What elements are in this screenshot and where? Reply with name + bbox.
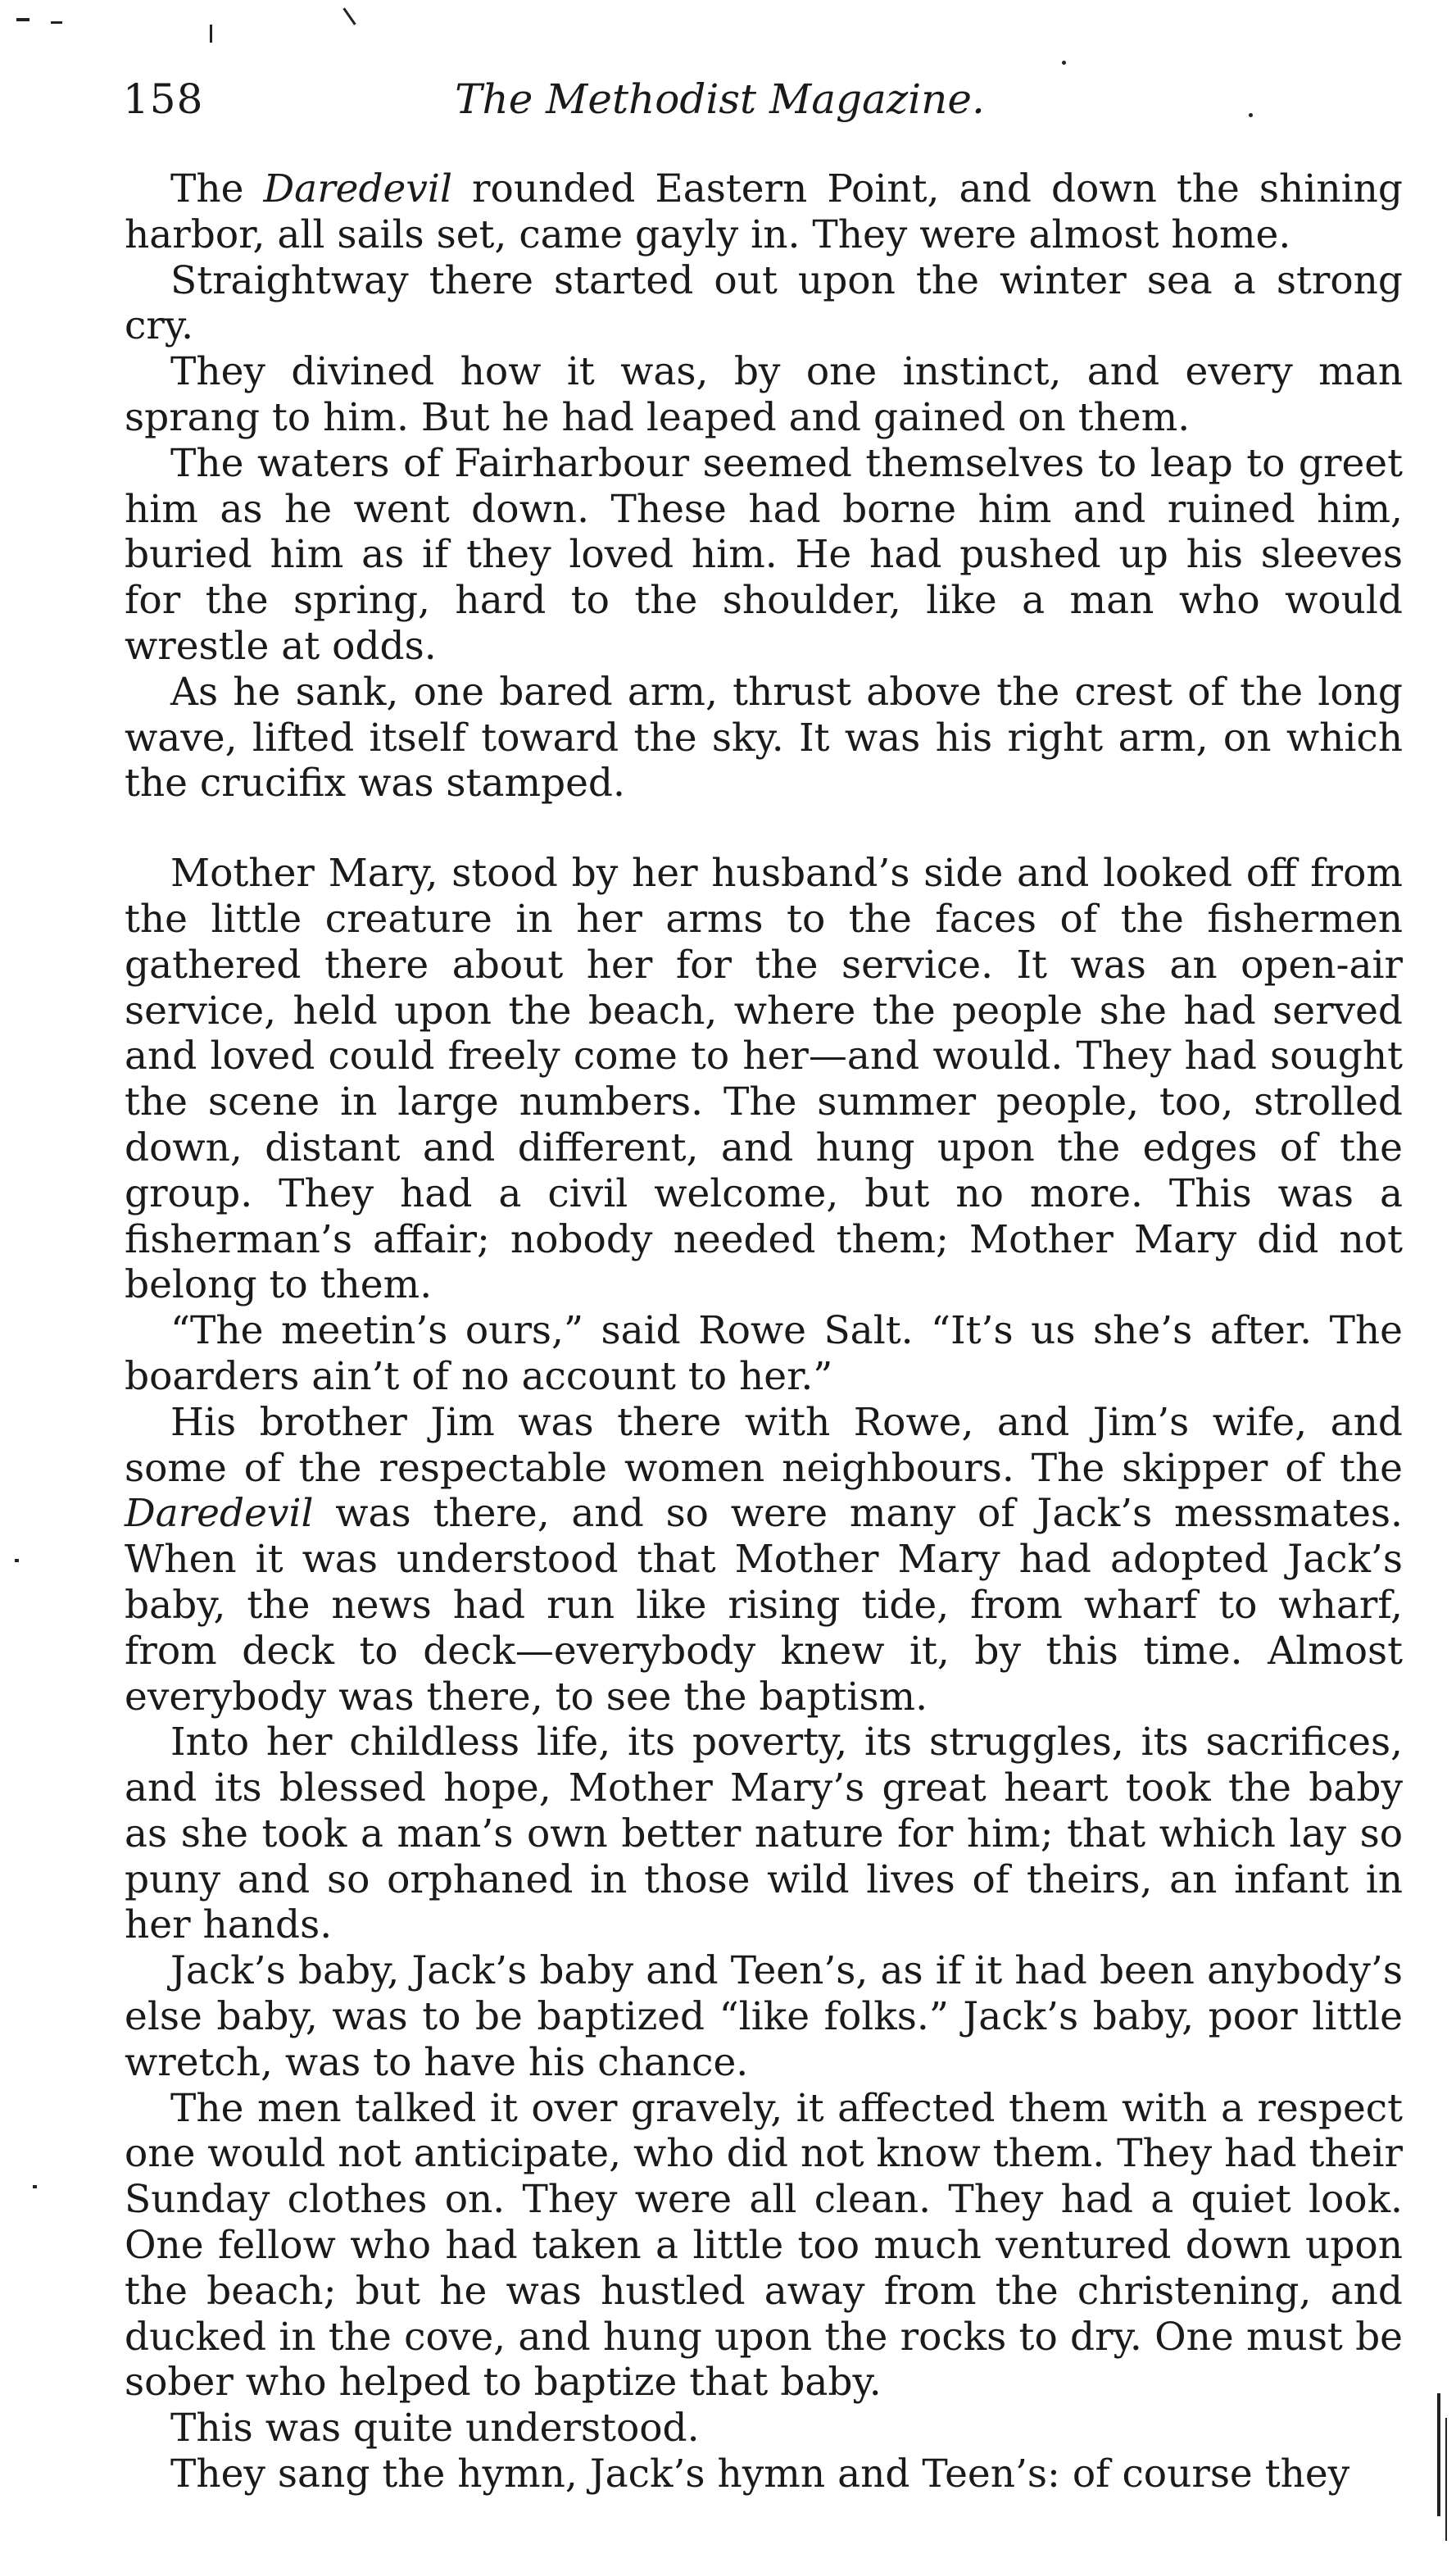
paragraph: Into her childless life, its poverty, its struggles, its sacrifices, and its blessed hope, Mother Mary’s great heart took the baby as she took a man’s own better nature for him; that which lay so puny and so orphaned in those wild lives of theirs, an infant in her hands.: [125, 1720, 1403, 1948]
paragraph: The waters of Fairharbour seemed themselves to leap to greet him as he went down. These had borne him and ruined him, buried him as if they loved him. He had pushed up his sleeves for the spring, hard to the shoulder, like a man who would wrestle at odds.: [125, 440, 1403, 669]
scan-mark: [15, 1559, 19, 1562]
scan-mark: [33, 2185, 37, 2188]
paragraph: His brother Jim was there with Rowe, and Jim’s wife, and some of the respectable women neighbours. The skipper of the Daredevil was there, and so were many of Jack’s messmates. When it was understood that Mother Mary had adopted Jack’s baby, the news had run like rising tide, from wharf to wharf, from deck to deck—everybody knew it, by this time. Almost everybody was there, to see the baptism.: [125, 1399, 1403, 1720]
paragraph: Jack’s baby, Jack’s baby and Teen’s, as if it had been anybody’s else baby, was to be baptized “like folks.” Jack’s baby, poor little wretch, was to have his chance.: [125, 1948, 1403, 2085]
paragraph: “The meetin’s ours,” said Rowe Salt. “It’s us she’s after. The boarders ain’t of no account to her.”: [125, 1308, 1403, 1399]
paragraph: The Daredevil rounded Eastern Point, and down the shining harbor, all sails set, came gayly in. They were almost home.: [125, 166, 1403, 257]
paragraph: As he sank, one bared arm, thrust above the crest of the long wave, lifted itself toward the sky. It was his right arm, on which the crucifix was stamped.: [125, 669, 1403, 807]
paragraph: Straightway there started out upon the winter sea a strong cry.: [125, 257, 1403, 349]
page-number: 158: [123, 75, 204, 123]
ship-name: Daredevil: [263, 166, 452, 211]
scan-mark: [16, 18, 29, 21]
paragraph: The men talked it over gravely, it affected them with a respect one would not anticipate, who did not know them. They had their Sunday clothes on. They were all clean. They had a quiet look. One fellow who had taken a little too much ventured down upon the beach; but he was hustled away from the christening, and ducked in the cove, and hung upon the rocks to dry. One must be sober who helped to baptize that baby.: [125, 2085, 1403, 2406]
scan-mark: [1445, 2418, 1447, 2541]
paragraph: They divined how it was, by one instinct, and every man sprang to him. But he had leaped and gained on them.: [125, 349, 1403, 440]
ship-name: Daredevil: [125, 1491, 314, 1537]
scan-mark: [51, 21, 62, 24]
scan-mark: [1437, 2393, 1440, 2516]
paragraph: Mother Mary, stood by her husband’s side and looked off from the little creature in her arms to the faces of the fishermen gathered there about her for the service. It was an open-air service, held upon the beach, where the people she had served and loved could freely come to her—and would. They had sought the scene in large numbers. The summer people, too, strolled down, distant and different, and hung upon the edges of the group. They had a civil welcome, but no more. This was a fisherman’s affair; nobody needed them; Mother Mary did not belong to them.: [125, 851, 1403, 1308]
scan-mark: [1062, 61, 1066, 65]
paragraph: This was quite understood.: [170, 2406, 700, 2451]
scan-mark: [210, 25, 212, 43]
page-header: [123, 75, 1317, 133]
paragraph: They sang the hymn, Jack’s hymn and Teen’s: of course they: [170, 2451, 1350, 2497]
scan-mark: [1249, 113, 1253, 117]
running-title: The Methodist Magazine.: [455, 75, 985, 123]
scan-mark: [342, 7, 356, 25]
article-body: [125, 166, 1403, 2497]
